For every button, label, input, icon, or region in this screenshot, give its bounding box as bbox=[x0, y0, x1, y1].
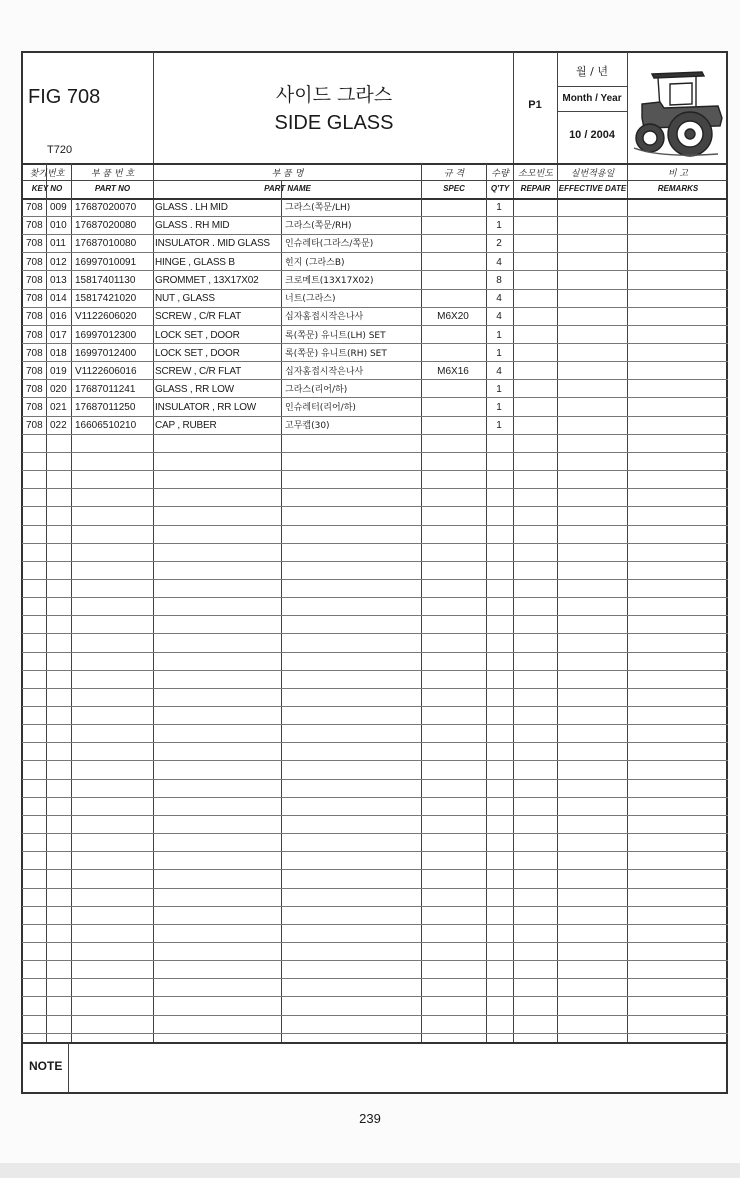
key-sub: 014 bbox=[50, 293, 67, 304]
issue-date: 10 / 2004 bbox=[569, 129, 615, 141]
row-rule bbox=[22, 960, 728, 961]
key-no: 708 bbox=[26, 257, 43, 268]
part-name-kr: 크로메트(13X17X02) bbox=[285, 276, 374, 286]
divider bbox=[421, 163, 422, 1042]
row-rule bbox=[22, 779, 728, 780]
row-rule bbox=[22, 978, 728, 979]
key-no: 708 bbox=[26, 348, 43, 359]
row-rule bbox=[22, 652, 728, 653]
qty: 1 bbox=[496, 220, 502, 231]
key-sub: 020 bbox=[50, 384, 67, 395]
part-name: GROMMET , 13X17X02 bbox=[155, 275, 259, 286]
key-no: 708 bbox=[26, 275, 43, 286]
part-name-kr: 십자홈접시작은나사 bbox=[285, 367, 364, 377]
qty: 4 bbox=[496, 293, 502, 304]
part-no: 16997012400 bbox=[75, 348, 137, 359]
part-name: GLASS . LH MID bbox=[155, 202, 228, 213]
divider bbox=[281, 180, 282, 1042]
divider bbox=[557, 111, 627, 112]
col-remarks: REMARKS bbox=[657, 184, 699, 193]
col-part: PART NO bbox=[94, 184, 131, 193]
qty: 1 bbox=[496, 202, 502, 213]
page-title-kr: 사이드 그라스 bbox=[275, 84, 393, 106]
part-name: GLASS . RH MID bbox=[155, 220, 230, 231]
key-no: 708 bbox=[26, 202, 43, 213]
row-rule bbox=[22, 942, 728, 943]
row-rule bbox=[22, 815, 728, 816]
key-sub: 010 bbox=[50, 220, 67, 231]
row-rule bbox=[22, 996, 728, 997]
key-sub: 013 bbox=[50, 275, 67, 286]
part-no: 16606510210 bbox=[75, 420, 137, 431]
divider bbox=[153, 52, 154, 1042]
col-name-kr: 부 품 명 bbox=[271, 169, 304, 179]
part-name-kr: 그라스(쪽문/LH) bbox=[285, 203, 351, 213]
divider bbox=[513, 52, 514, 1042]
row-rule bbox=[22, 706, 728, 707]
part-no: 16997012300 bbox=[75, 330, 137, 341]
row-rule bbox=[22, 742, 728, 743]
key-no: 708 bbox=[26, 366, 43, 377]
key-no: 708 bbox=[26, 238, 43, 249]
part-no: 17687020070 bbox=[75, 202, 137, 213]
row-rule bbox=[22, 488, 728, 489]
key-sub: 019 bbox=[50, 366, 67, 377]
part-name: SCREW , C/R FLAT bbox=[155, 311, 242, 322]
key-no: 708 bbox=[26, 220, 43, 231]
month-year-label-kr: 월 / 년 bbox=[576, 65, 608, 78]
col-key: KEY NO bbox=[31, 184, 63, 193]
qty: 2 bbox=[496, 238, 502, 249]
col-qty-kr: 수량 bbox=[491, 169, 509, 179]
row-rule bbox=[22, 924, 728, 925]
row-rule bbox=[22, 888, 728, 889]
key-sub: 012 bbox=[50, 257, 67, 268]
model-label: T720 bbox=[47, 144, 73, 156]
part-no: 16997010091 bbox=[75, 257, 137, 268]
part-no: 17687011250 bbox=[75, 402, 136, 413]
row-rule bbox=[22, 906, 728, 907]
part-name-kr: 고무캡(30) bbox=[285, 421, 330, 431]
part-no: 17687010080 bbox=[75, 238, 137, 249]
part-name: GLASS , RR LOW bbox=[155, 384, 234, 395]
row-rule bbox=[22, 597, 728, 598]
key-sub: 018 bbox=[50, 348, 67, 359]
key-no: 708 bbox=[26, 384, 43, 395]
part-name-kr: 그라스(쪽문/RH) bbox=[285, 221, 352, 231]
qty: 4 bbox=[496, 257, 502, 268]
key-sub: 021 bbox=[50, 402, 67, 413]
row-rule bbox=[22, 525, 728, 526]
figure-number: FIG 708 bbox=[28, 86, 101, 108]
part-name: LOCK SET , DOOR bbox=[155, 330, 240, 341]
part-no: 17687020080 bbox=[75, 220, 137, 231]
part-name: CAP , RUBER bbox=[155, 420, 217, 431]
spec: M6X16 bbox=[437, 366, 469, 377]
row-rule bbox=[22, 670, 728, 671]
qty: 8 bbox=[496, 275, 502, 286]
part-name-kr: 인슈레타(그라스/쪽문) bbox=[285, 239, 374, 249]
part-name: LOCK SET , DOOR bbox=[155, 348, 240, 359]
key-sub: 009 bbox=[50, 202, 67, 213]
row-rule bbox=[22, 833, 728, 834]
divider bbox=[71, 163, 72, 1042]
note-rule bbox=[22, 1042, 728, 1044]
col-qty: Q'TY bbox=[490, 184, 510, 193]
part-name-kr: 그라스(리어/하) bbox=[285, 385, 348, 395]
key-sub: 011 bbox=[50, 238, 66, 249]
key-no: 708 bbox=[26, 330, 43, 341]
qty: 1 bbox=[496, 402, 502, 413]
col-spec-kr: 규 격 bbox=[443, 169, 465, 179]
divider bbox=[627, 52, 628, 1042]
row-rule bbox=[22, 1015, 728, 1016]
key-sub: 022 bbox=[50, 420, 67, 431]
page-code: P1 bbox=[528, 99, 542, 111]
tractor-icon bbox=[630, 56, 726, 160]
key-sub: 016 bbox=[50, 311, 67, 322]
part-name-kr: 인슈레터(리어/하) bbox=[285, 403, 356, 413]
spec: M6X20 bbox=[437, 311, 469, 322]
col-part-kr: 부 품 번 호 bbox=[90, 169, 135, 179]
page-number: 239 bbox=[359, 1111, 381, 1126]
row-rule bbox=[22, 579, 728, 580]
key-no: 708 bbox=[26, 420, 43, 431]
key-sub: 017 bbox=[50, 330, 67, 341]
row-rule bbox=[22, 506, 728, 507]
part-name-kr: 힌지 (그라스B) bbox=[285, 258, 345, 268]
row-rule bbox=[22, 688, 728, 689]
row-rule bbox=[22, 869, 728, 870]
row-rule bbox=[22, 760, 728, 761]
row-rule bbox=[22, 851, 728, 852]
part-name-kr: 록(쪽문) 유니트(RH) SET bbox=[285, 349, 387, 359]
part-no: V1122606016 bbox=[75, 366, 137, 377]
col-key-kr: 찾기번호 bbox=[29, 169, 65, 179]
header-rule bbox=[22, 163, 728, 165]
col-effective: EFFECTIVE DATE bbox=[558, 184, 627, 193]
qty: 1 bbox=[496, 330, 502, 341]
month-year-label: Month / Year bbox=[562, 93, 622, 104]
scan-edge bbox=[0, 1163, 740, 1178]
part-no: 15817401130 bbox=[75, 275, 136, 286]
qty: 4 bbox=[496, 311, 502, 322]
divider bbox=[557, 86, 627, 87]
divider bbox=[557, 52, 558, 1042]
key-no: 708 bbox=[26, 402, 43, 413]
col-repair-kr: 소모빈도 bbox=[518, 169, 553, 179]
row-rule bbox=[22, 470, 728, 471]
part-name: HINGE , GLASS B bbox=[155, 257, 235, 268]
qty: 4 bbox=[496, 366, 502, 377]
part-name-kr: 록(쪽문) 유니트(LH) SET bbox=[285, 331, 386, 341]
part-name: NUT , GLASS bbox=[155, 293, 215, 304]
part-no: V1122606020 bbox=[75, 311, 137, 322]
qty: 1 bbox=[496, 348, 502, 359]
divider bbox=[46, 163, 47, 1042]
key-no: 708 bbox=[26, 311, 43, 322]
key-no: 708 bbox=[26, 293, 43, 304]
qty: 1 bbox=[496, 384, 502, 395]
row-rule bbox=[22, 797, 728, 798]
part-no: 17687011241 bbox=[75, 384, 136, 395]
note-label: NOTE bbox=[29, 1059, 63, 1073]
part-name-kr: 너트(그라스) bbox=[285, 294, 336, 304]
divider bbox=[22, 180, 728, 181]
col-remarks-kr: 비 고 bbox=[667, 169, 689, 179]
col-repair: REPAIR bbox=[520, 184, 551, 193]
row-rule bbox=[22, 452, 728, 453]
part-name: SCREW , C/R FLAT bbox=[155, 366, 242, 377]
part-no: 15817421020 bbox=[75, 293, 137, 304]
row-rule bbox=[22, 1033, 728, 1034]
row-rule bbox=[22, 633, 728, 634]
col-spec: SPEC bbox=[443, 184, 465, 193]
qty: 1 bbox=[496, 420, 502, 431]
row-rule bbox=[22, 543, 728, 544]
part-name-kr: 십자홈접시작은나사 bbox=[285, 312, 364, 322]
col-effective-kr: 실번적용일 bbox=[570, 169, 615, 179]
row-rule bbox=[22, 615, 728, 616]
page-title: SIDE GLASS bbox=[274, 112, 394, 134]
row-rule bbox=[22, 724, 728, 725]
part-name: INSULATOR , RR LOW bbox=[155, 402, 257, 413]
col-name: PART NAME bbox=[264, 184, 311, 193]
divider bbox=[68, 1043, 69, 1093]
row-rule bbox=[22, 561, 728, 562]
part-name: INSULATOR . MID GLASS bbox=[155, 238, 270, 249]
